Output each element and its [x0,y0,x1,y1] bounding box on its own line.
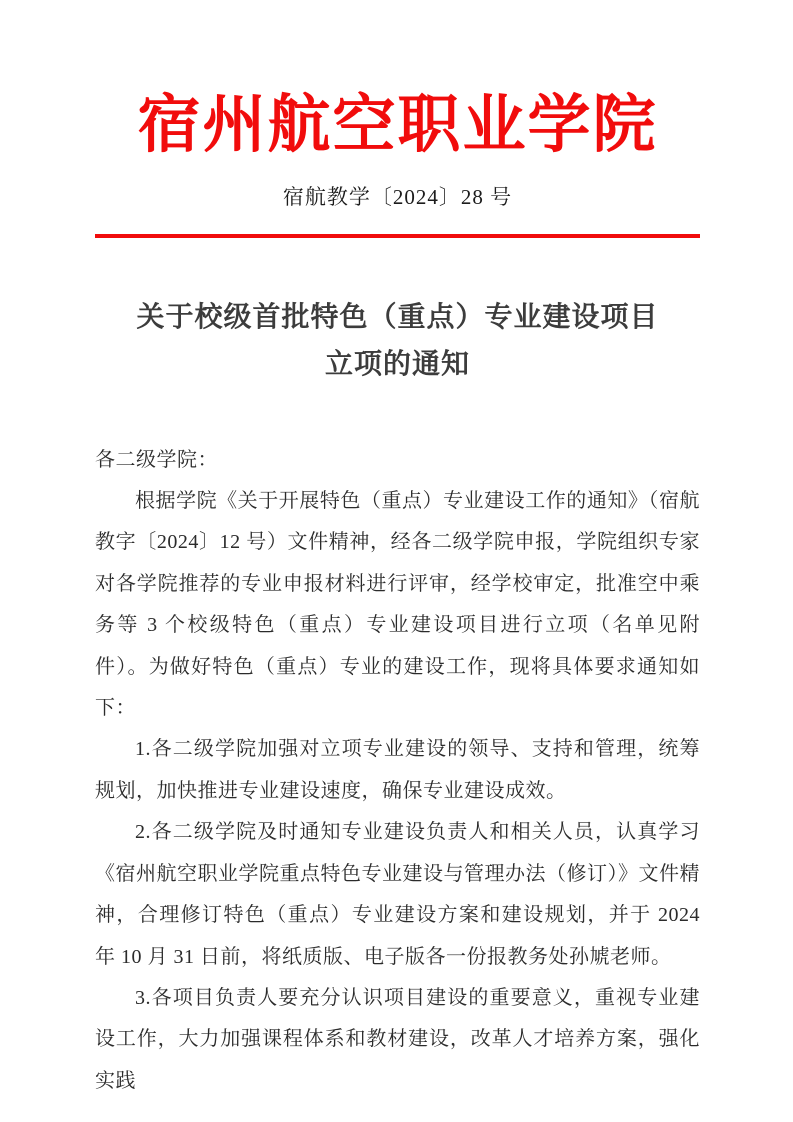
document-letterhead [95,88,700,238]
notice-title-line1: 关于校级首批特色（重点）专业建设项目 [136,301,659,333]
paragraph-item-3: 3.各项目负责人要充分认识项目建设的重要意义，重视专业建设工作，大力加强课程体系和教材建设，改革人才培养方案，强化实践 [95,986,700,1092]
notice-title-line2: 立项的通知 [324,348,470,380]
paragraph-item-1: 1.各二级学院加强对立项专业建设的领导、支持和管理，统筹规划，加快推进专业建设速度，确保专业建设成效。 [95,738,700,802]
school-name: 宿州航空职业学院 [137,90,658,160]
notice-body [95,440,700,1103]
salutation: 各二级学院： [95,448,218,471]
red-divider-line [95,234,700,238]
paragraph-intro: 根据学院《关于开展特色（重点）专业建设工作的通知》（宿航教字〔2024〕12 号）文件精神，经各二级学院申报，学院组织专家对各学院推荐的专业申报材料进行评审，经学校审定，批准空中乘务等 3 个校级特色（重点）专业建设项目进行立项（名单见附件）。为做好特色（重点）专业的建设工作，现将具体要求通知如下： [95,490,700,720]
document-number: 宿航教学〔2024〕28 号 [282,185,513,210]
paragraph-item-2: 2.各二级学院及时通知专业建设负责人和相关人员，认真学习《宿州航空职业学院重点特色专业建设与管理办法（修订）》文件精神，合理修订特色（重点）专业建设方案和建设规划，并于 2024 年 10 月 31 日前，将纸质版、电子版各一份报教务处孙虓老师。 [95,821,700,968]
notice-title [95,294,700,388]
